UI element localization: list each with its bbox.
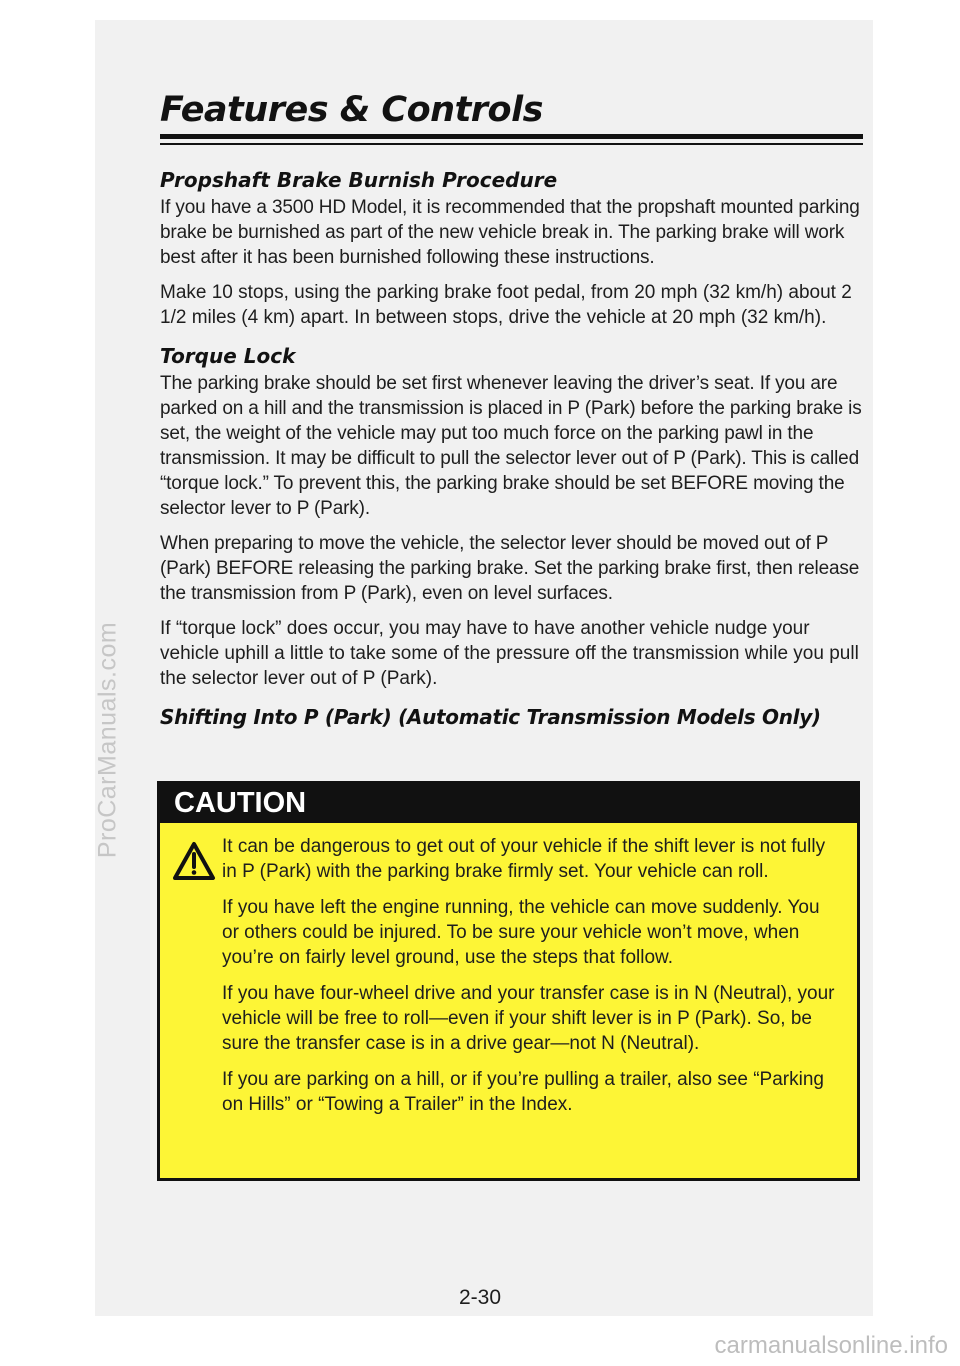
- section-heading-burnish: Propshaft Brake Burnish Procedure: [160, 168, 558, 192]
- caution-label: CAUTION: [160, 784, 857, 823]
- header-rule-thin: [160, 143, 863, 145]
- footer-watermark: carmanualsonline.info: [714, 1332, 948, 1359]
- burnish-paragraph: Make 10 stops, using the parking brake foot pedal, from 20 mph (32 km/h) about 2 1/2 miles (4 km) apart. In between stops, drive the vehicle at 20 mph (32 km/h).: [160, 282, 852, 328]
- torque-lock-paragraph: If “torque lock” does occur, you may have to have another vehicle nudge your vehicle uphill a little to take some of the pressure off the transmission while you pull the selector lever out of P (Park).: [160, 618, 859, 689]
- caution-paragraph: It can be dangerous to get out of your vehicle if the shift lever is not fully in P (Park) with the parking brake firmly set. Your vehicle can roll.: [222, 836, 826, 882]
- page-content: [160, 168, 863, 732]
- caution-box: [157, 781, 860, 1181]
- caution-paragraph: If you are parking on a hill, or if you’re pulling a trailer, also see “Parking on Hills” or “Towing a Trailer” in the Index.: [222, 1069, 824, 1115]
- torque-lock-paragraph: When preparing to move the vehicle, the selector lever should be moved out of P (Park) BEFORE releasing the parking brake. Set the parking brake first, then release the transmission from P (Park), even on level surfaces.: [160, 533, 860, 604]
- side-watermark: ProCarManuals.com: [93, 621, 122, 859]
- caution-paragraph: If you have left the engine running, the vehicle can move suddenly. You or others could be injured. To be sure your vehicle won’t move, when you’re on fairly level ground, use the steps that follow.: [222, 897, 820, 968]
- page-number: 2-30: [458, 1286, 502, 1309]
- warning-triangle-icon: [172, 841, 216, 881]
- section-heading-torque-lock: Torque Lock: [160, 344, 296, 368]
- caution-paragraph: If you have four-wheel drive and your transfer case is in N (Neutral), your vehicle will be free to roll—even if your shift lever is in P (Park). So, be sure the transfer case is in a drive gear—not N (Neutral).: [222, 983, 835, 1054]
- burnish-paragraph: If you have a 3500 HD Model, it is recommended that the propshaft mounted parking brake be burnished as part of the new vehicle break in. The parking brake will work best after it has been burnished following these instructions.: [160, 197, 860, 268]
- section-heading-shifting-park: Shifting Into P (Park) (Automatic Transmission Models Only): [160, 705, 821, 729]
- header-rule: [160, 134, 863, 139]
- torque-lock-paragraph: The parking brake should be set first whenever leaving the driver’s seat. If you are parked on a hill and the transmission is placed in P (Park) before the parking brake is set, the weight of the vehicle may put too much force on the parking pawl in the transmission. It may be difficult to pull the selector lever out of P (Park). This is called “torque lock.” To prevent this, the parking brake should be set BEFORE moving the selector lever to P (Park).: [160, 373, 862, 519]
- caution-body: [160, 823, 857, 1117]
- chapter-title: Features & Controls: [160, 90, 543, 130]
